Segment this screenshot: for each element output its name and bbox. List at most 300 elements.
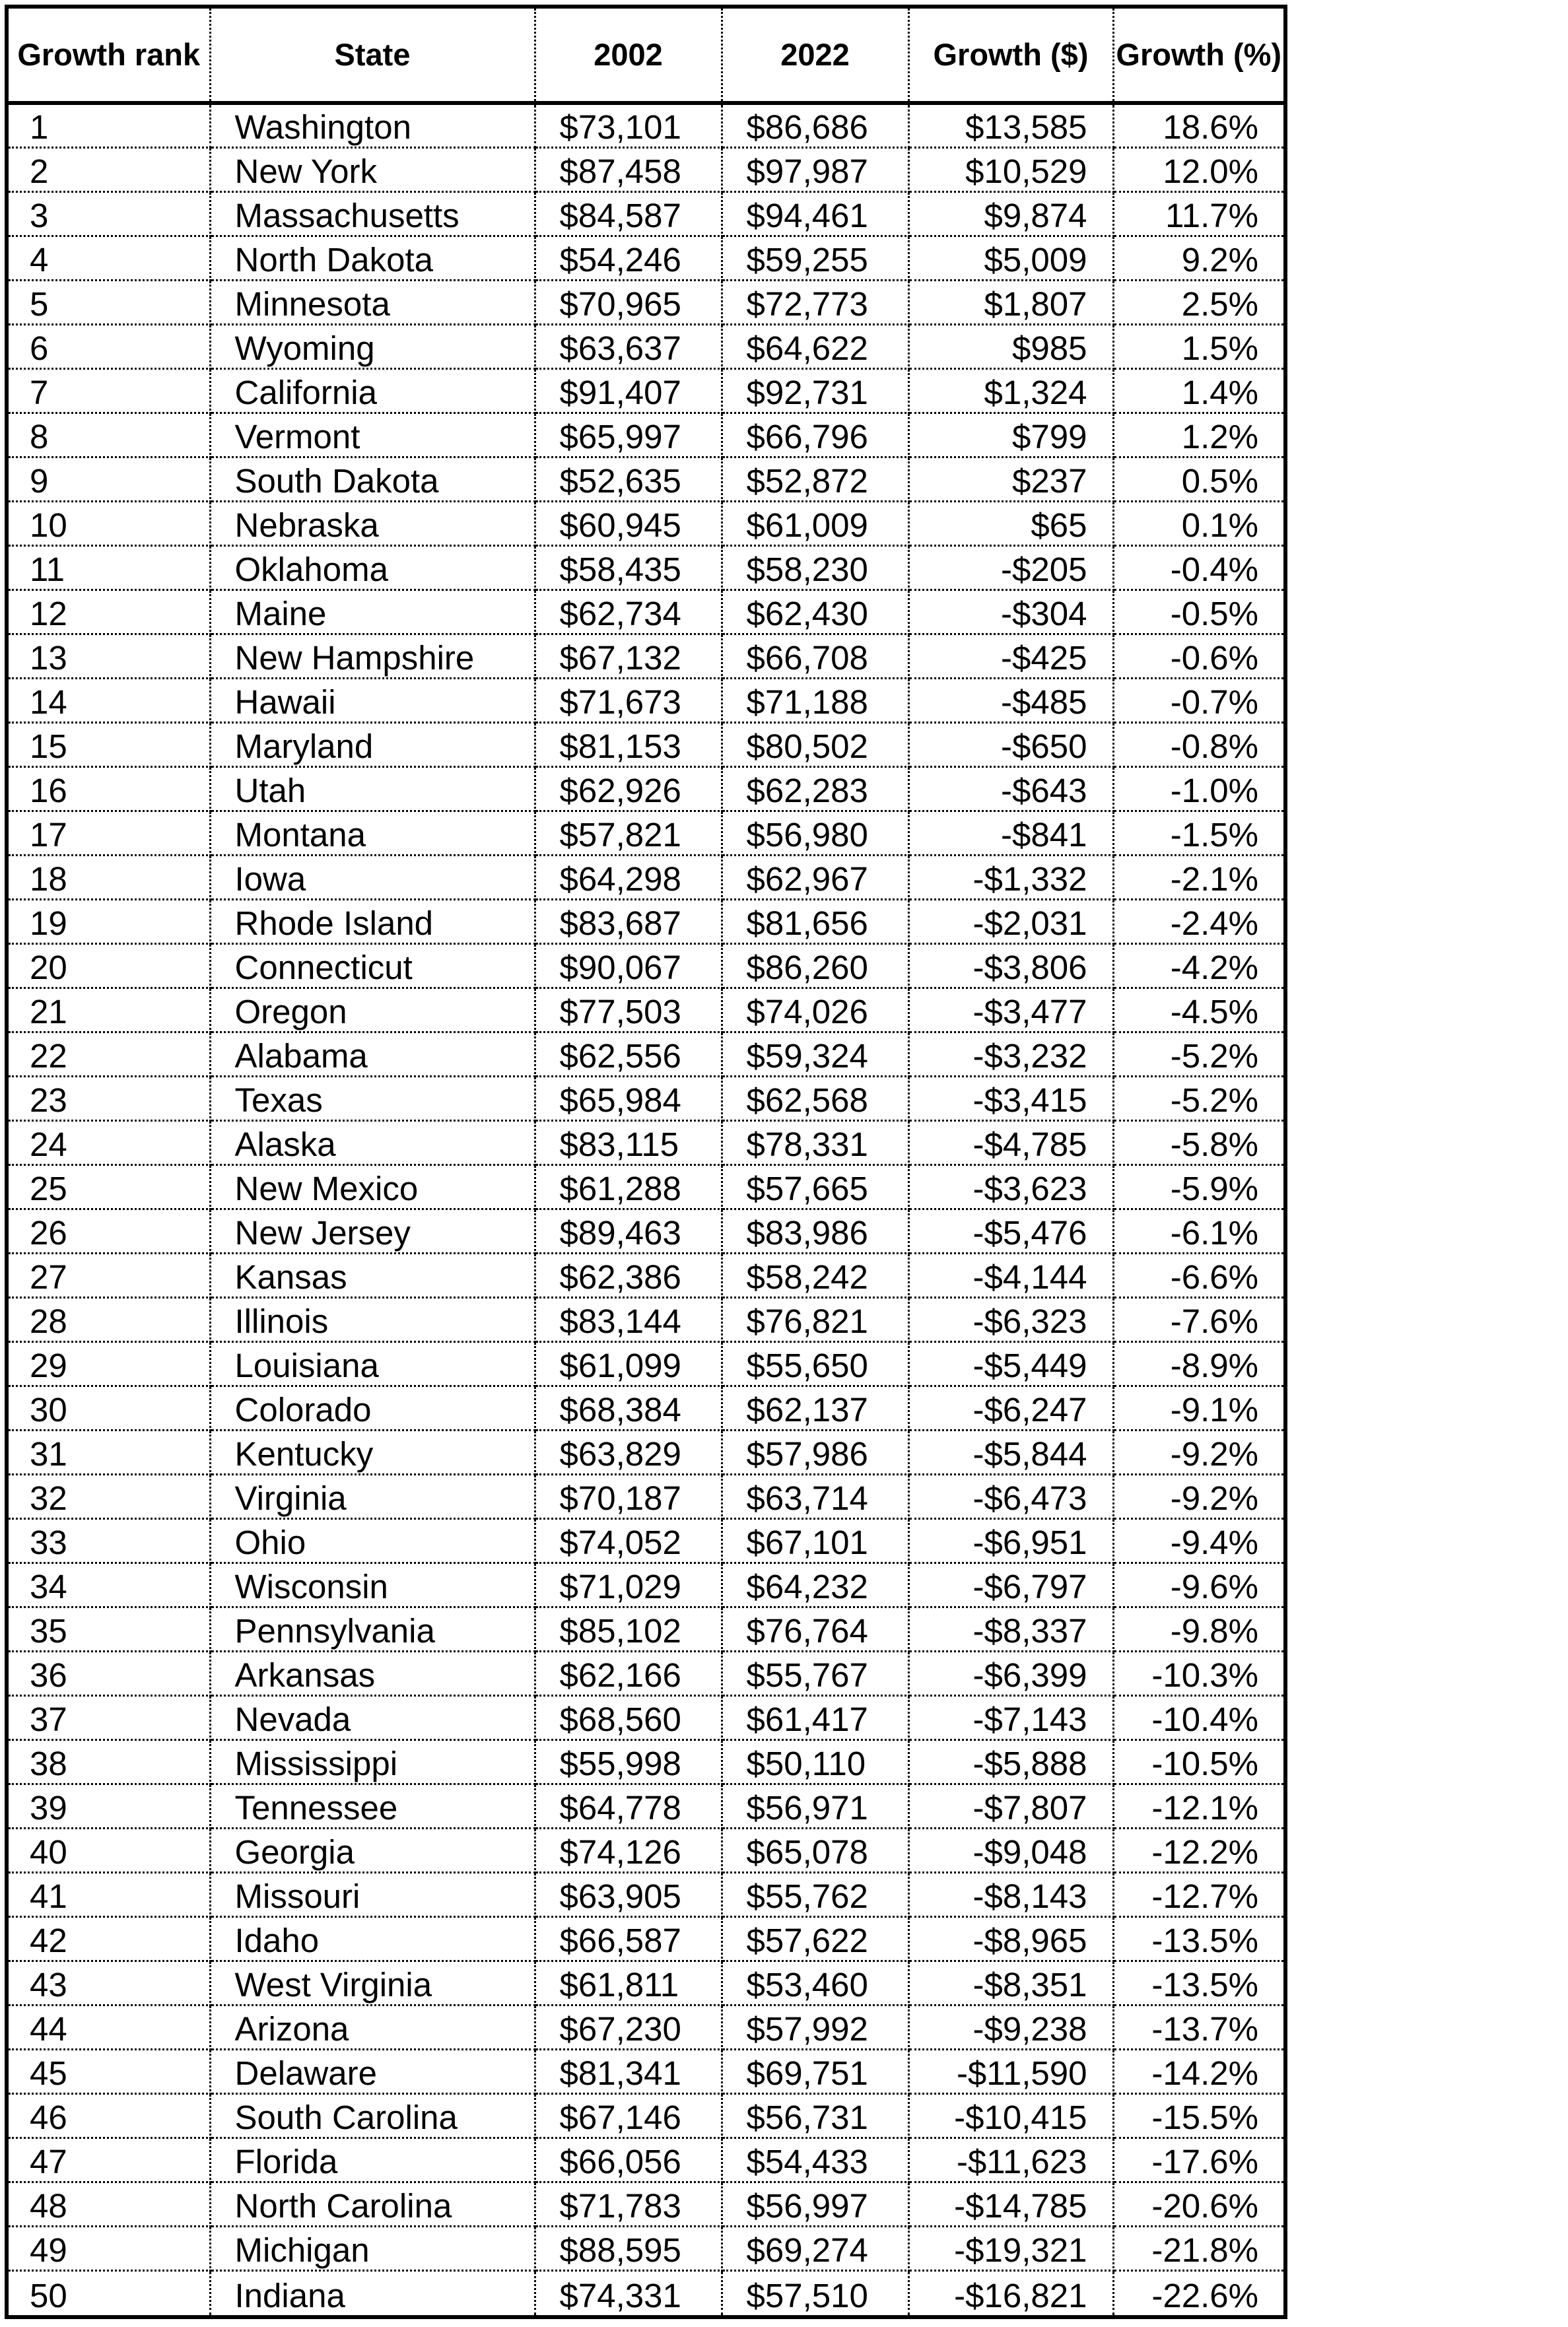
table-row bbox=[9, 1740, 1283, 1784]
growth-dollar-cell: -$11,623 bbox=[908, 2138, 1113, 2182]
growth-dollar-cell: -$5,888 bbox=[908, 1740, 1113, 1784]
growth-percent-cell: -4.5% bbox=[1113, 988, 1283, 1032]
state-cell: Ohio bbox=[210, 1519, 535, 1563]
growth-dollar-cell: $13,585 bbox=[908, 103, 1113, 147]
state-cell: North Dakota bbox=[210, 236, 535, 280]
state-cell: Maryland bbox=[210, 722, 535, 766]
rank-cell: 18 bbox=[9, 855, 210, 899]
value-2002-cell: $64,778 bbox=[535, 1784, 722, 1829]
growth-percent-cell: -14.2% bbox=[1113, 2050, 1283, 2094]
table-row bbox=[9, 1076, 1283, 1120]
value-2002-cell: $68,384 bbox=[535, 1386, 722, 1430]
table-row bbox=[9, 1297, 1283, 1341]
rank-cell: 35 bbox=[9, 1607, 210, 1652]
rank-cell: 42 bbox=[9, 1917, 210, 1961]
rank-cell: 6 bbox=[9, 324, 210, 368]
value-2022-cell: $56,971 bbox=[722, 1784, 908, 1829]
table-row bbox=[9, 2094, 1283, 2138]
growth-percent-cell: -5.9% bbox=[1113, 1164, 1283, 1209]
state-cell: West Virginia bbox=[210, 1961, 535, 2006]
value-2022-cell: $58,242 bbox=[722, 1253, 908, 1297]
state-cell: Utah bbox=[210, 766, 535, 811]
rank-cell: 30 bbox=[9, 1386, 210, 1430]
value-2002-cell: $65,984 bbox=[535, 1076, 722, 1120]
rank-cell: 48 bbox=[9, 2182, 210, 2227]
state-cell: Georgia bbox=[210, 1829, 535, 1873]
growth-percent-cell: -13.7% bbox=[1113, 2006, 1283, 2050]
table-row bbox=[9, 2050, 1283, 2094]
table-row bbox=[9, 1253, 1283, 1297]
rank-cell: 21 bbox=[9, 988, 210, 1032]
state-cell: New Mexico bbox=[210, 1164, 535, 1209]
growth-dollar-cell: -$5,844 bbox=[908, 1430, 1113, 1474]
value-2022-cell: $61,417 bbox=[722, 1696, 908, 1740]
growth-percent-cell: 1.4% bbox=[1113, 368, 1283, 413]
value-2002-cell: $73,101 bbox=[535, 103, 722, 147]
growth-percent-cell: -12.2% bbox=[1113, 1829, 1283, 1873]
value-2022-cell: $56,997 bbox=[722, 2182, 908, 2227]
value-2002-cell: $55,998 bbox=[535, 1740, 722, 1784]
value-2002-cell: $61,288 bbox=[535, 1164, 722, 1209]
growth-percent-cell: -9.2% bbox=[1113, 1430, 1283, 1474]
growth-percent-cell: 18.6% bbox=[1113, 103, 1283, 147]
value-2022-cell: $78,331 bbox=[722, 1120, 908, 1164]
table-row bbox=[9, 147, 1283, 191]
state-cell: Illinois bbox=[210, 1297, 535, 1341]
growth-percent-cell: -9.8% bbox=[1113, 1607, 1283, 1652]
state-cell: South Dakota bbox=[210, 457, 535, 501]
value-2002-cell: $65,997 bbox=[535, 413, 722, 457]
value-2022-cell: $50,110 bbox=[722, 1740, 908, 1784]
growth-dollar-cell: -$7,143 bbox=[908, 1696, 1113, 1740]
growth-percent-cell: -10.3% bbox=[1113, 1652, 1283, 1696]
growth-dollar-cell: -$205 bbox=[908, 545, 1113, 590]
value-2022-cell: $57,986 bbox=[722, 1430, 908, 1474]
header-row bbox=[9, 9, 1283, 103]
value-2022-cell: $61,009 bbox=[722, 501, 908, 545]
state-cell: Texas bbox=[210, 1076, 535, 1120]
table-row bbox=[9, 2006, 1283, 2050]
value-2002-cell: $62,734 bbox=[535, 590, 722, 634]
table-row bbox=[9, 2271, 1283, 2315]
state-cell: Massachusetts bbox=[210, 191, 535, 236]
table-row bbox=[9, 1386, 1283, 1430]
growth-dollar-cell: -$6,399 bbox=[908, 1652, 1113, 1696]
table-row bbox=[9, 943, 1283, 988]
growth-percent-cell: -1.5% bbox=[1113, 811, 1283, 855]
growth-dollar-cell: -$19,321 bbox=[908, 2227, 1113, 2271]
growth-percent-cell: -13.5% bbox=[1113, 1917, 1283, 1961]
growth-dollar-cell: -$16,821 bbox=[908, 2271, 1113, 2315]
growth-dollar-cell: -$643 bbox=[908, 766, 1113, 811]
value-2002-cell: $66,587 bbox=[535, 1917, 722, 1961]
rank-cell: 26 bbox=[9, 1209, 210, 1253]
value-2022-cell: $62,430 bbox=[722, 590, 908, 634]
rank-cell: 10 bbox=[9, 501, 210, 545]
growth-dollar-cell: $9,874 bbox=[908, 191, 1113, 236]
table-row bbox=[9, 1209, 1283, 1253]
value-2002-cell: $71,029 bbox=[535, 1563, 722, 1607]
header-growth-rank: Growth rank bbox=[9, 9, 210, 103]
growth-percent-cell: -15.5% bbox=[1113, 2094, 1283, 2138]
table-row bbox=[9, 1474, 1283, 1518]
table-row bbox=[9, 1917, 1283, 1961]
value-2002-cell: $68,560 bbox=[535, 1696, 722, 1740]
growth-percent-cell: -12.7% bbox=[1113, 1873, 1283, 1917]
value-2002-cell: $90,067 bbox=[535, 943, 722, 988]
growth-percent-cell: -0.5% bbox=[1113, 590, 1283, 634]
growth-percent-cell: 1.5% bbox=[1113, 324, 1283, 368]
table-row bbox=[9, 368, 1283, 413]
state-cell: Arizona bbox=[210, 2006, 535, 2050]
rank-cell: 46 bbox=[9, 2094, 210, 2138]
growth-percent-cell: -17.6% bbox=[1113, 2138, 1283, 2182]
table-row bbox=[9, 103, 1283, 147]
table-row bbox=[9, 1652, 1283, 1696]
state-cell: Indiana bbox=[210, 2271, 535, 2315]
growth-percent-cell: 12.0% bbox=[1113, 147, 1283, 191]
value-2002-cell: $66,056 bbox=[535, 2138, 722, 2182]
rank-cell: 45 bbox=[9, 2050, 210, 2094]
growth-dollar-cell: -$8,965 bbox=[908, 1917, 1113, 1961]
growth-dollar-cell: $237 bbox=[908, 457, 1113, 501]
value-2022-cell: $76,764 bbox=[722, 1607, 908, 1652]
table-row bbox=[9, 280, 1283, 324]
value-2002-cell: $74,126 bbox=[535, 1829, 722, 1873]
value-2002-cell: $81,153 bbox=[535, 722, 722, 766]
rank-cell: 37 bbox=[9, 1696, 210, 1740]
growth-dollar-cell: -$5,476 bbox=[908, 1209, 1113, 1253]
value-2002-cell: $62,386 bbox=[535, 1253, 722, 1297]
growth-dollar-cell: -$304 bbox=[908, 590, 1113, 634]
table-row bbox=[9, 1607, 1283, 1652]
value-2022-cell: $92,731 bbox=[722, 368, 908, 413]
state-cell: Vermont bbox=[210, 413, 535, 457]
table-row bbox=[9, 1032, 1283, 1076]
state-cell: Idaho bbox=[210, 1917, 535, 1961]
growth-percent-cell: 0.5% bbox=[1113, 457, 1283, 501]
state-cell: Maine bbox=[210, 590, 535, 634]
growth-dollar-cell: -$3,477 bbox=[908, 988, 1113, 1032]
growth-dollar-cell: -$11,590 bbox=[908, 2050, 1113, 2094]
growth-percent-cell: 1.2% bbox=[1113, 413, 1283, 457]
table-row bbox=[9, 811, 1283, 855]
rank-cell: 15 bbox=[9, 722, 210, 766]
growth-percent-cell: -9.4% bbox=[1113, 1519, 1283, 1563]
growth-dollar-cell: -$3,806 bbox=[908, 943, 1113, 988]
rank-cell: 47 bbox=[9, 2138, 210, 2182]
state-cell: Nebraska bbox=[210, 501, 535, 545]
value-2022-cell: $58,230 bbox=[722, 545, 908, 590]
rank-cell: 38 bbox=[9, 1740, 210, 1784]
growth-percent-cell: -0.8% bbox=[1113, 722, 1283, 766]
growth-dollar-cell: -$8,143 bbox=[908, 1873, 1113, 1917]
table-row bbox=[9, 545, 1283, 590]
value-2022-cell: $56,980 bbox=[722, 811, 908, 855]
growth-dollar-cell: -$6,473 bbox=[908, 1474, 1113, 1518]
value-2002-cell: $60,945 bbox=[535, 501, 722, 545]
value-2022-cell: $53,460 bbox=[722, 1961, 908, 2006]
rank-cell: 23 bbox=[9, 1076, 210, 1120]
state-cell: North Carolina bbox=[210, 2182, 535, 2227]
growth-percent-cell: -9.1% bbox=[1113, 1386, 1283, 1430]
value-2002-cell: $91,407 bbox=[535, 368, 722, 413]
state-cell: Washington bbox=[210, 103, 535, 147]
value-2002-cell: $89,463 bbox=[535, 1209, 722, 1253]
rank-cell: 43 bbox=[9, 1961, 210, 2006]
state-cell: Wyoming bbox=[210, 324, 535, 368]
rank-cell: 7 bbox=[9, 368, 210, 413]
state-cell: Rhode Island bbox=[210, 899, 535, 943]
value-2022-cell: $57,510 bbox=[722, 2271, 908, 2315]
state-cell: California bbox=[210, 368, 535, 413]
value-2002-cell: $83,687 bbox=[535, 899, 722, 943]
data-table bbox=[9, 9, 1283, 2315]
state-cell: Minnesota bbox=[210, 280, 535, 324]
growth-percent-cell: 0.1% bbox=[1113, 501, 1283, 545]
growth-percent-cell: -5.8% bbox=[1113, 1120, 1283, 1164]
state-cell: Montana bbox=[210, 811, 535, 855]
growth-dollar-cell: -$3,232 bbox=[908, 1032, 1113, 1076]
table-row bbox=[9, 1696, 1283, 1740]
growth-dollar-cell: $10,529 bbox=[908, 147, 1113, 191]
state-cell: Missouri bbox=[210, 1873, 535, 1917]
rank-cell: 33 bbox=[9, 1519, 210, 1563]
value-2022-cell: $67,101 bbox=[722, 1519, 908, 1563]
growth-dollar-cell: $799 bbox=[908, 413, 1113, 457]
rank-cell: 17 bbox=[9, 811, 210, 855]
value-2002-cell: $61,099 bbox=[535, 1341, 722, 1386]
value-2002-cell: $63,637 bbox=[535, 324, 722, 368]
value-2002-cell: $67,230 bbox=[535, 2006, 722, 2050]
header-growth-percent: Growth (%) bbox=[1113, 9, 1283, 103]
growth-percent-cell: -7.6% bbox=[1113, 1297, 1283, 1341]
value-2002-cell: $83,144 bbox=[535, 1297, 722, 1341]
growth-dollar-cell: -$425 bbox=[908, 634, 1113, 678]
rank-cell: 5 bbox=[9, 280, 210, 324]
table-row bbox=[9, 2138, 1283, 2182]
growth-percent-cell: -10.4% bbox=[1113, 1696, 1283, 1740]
state-cell: Wisconsin bbox=[210, 1563, 535, 1607]
value-2022-cell: $66,796 bbox=[722, 413, 908, 457]
rank-cell: 2 bbox=[9, 147, 210, 191]
rank-cell: 25 bbox=[9, 1164, 210, 1209]
table-row bbox=[9, 501, 1283, 545]
state-cell: Virginia bbox=[210, 1474, 535, 1518]
state-cell: South Carolina bbox=[210, 2094, 535, 2138]
state-cell: Mississippi bbox=[210, 1740, 535, 1784]
value-2002-cell: $54,246 bbox=[535, 236, 722, 280]
growth-percent-cell: 2.5% bbox=[1113, 280, 1283, 324]
state-cell: Oregon bbox=[210, 988, 535, 1032]
table-row bbox=[9, 1164, 1283, 1209]
growth-percent-cell: -6.1% bbox=[1113, 1209, 1283, 1253]
state-cell: Kentucky bbox=[210, 1430, 535, 1474]
table-row bbox=[9, 1829, 1283, 1873]
value-2022-cell: $62,283 bbox=[722, 766, 908, 811]
growth-dollar-cell: $5,009 bbox=[908, 236, 1113, 280]
table-row bbox=[9, 1341, 1283, 1386]
header-2022: 2022 bbox=[722, 9, 908, 103]
rank-cell: 16 bbox=[9, 766, 210, 811]
value-2002-cell: $71,673 bbox=[535, 678, 722, 722]
table-row bbox=[9, 590, 1283, 634]
growth-dollar-cell: -$8,337 bbox=[908, 1607, 1113, 1652]
value-2002-cell: $88,595 bbox=[535, 2227, 722, 2271]
table-row bbox=[9, 457, 1283, 501]
value-2022-cell: $86,686 bbox=[722, 103, 908, 147]
table-row bbox=[9, 2227, 1283, 2271]
rank-cell: 39 bbox=[9, 1784, 210, 1829]
growth-percent-cell: -4.2% bbox=[1113, 943, 1283, 988]
growth-percent-cell: -8.9% bbox=[1113, 1341, 1283, 1386]
growth-percent-cell: -2.1% bbox=[1113, 855, 1283, 899]
value-2002-cell: $64,298 bbox=[535, 855, 722, 899]
growth-dollar-cell: -$4,144 bbox=[908, 1253, 1113, 1297]
growth-dollar-cell: -$2,031 bbox=[908, 899, 1113, 943]
growth-percent-cell: -5.2% bbox=[1113, 1076, 1283, 1120]
value-2002-cell: $74,052 bbox=[535, 1519, 722, 1563]
state-cell: Colorado bbox=[210, 1386, 535, 1430]
value-2002-cell: $67,132 bbox=[535, 634, 722, 678]
growth-dollar-cell: $985 bbox=[908, 324, 1113, 368]
value-2002-cell: $74,331 bbox=[535, 2271, 722, 2315]
value-2002-cell: $84,587 bbox=[535, 191, 722, 236]
table-row bbox=[9, 899, 1283, 943]
value-2022-cell: $72,773 bbox=[722, 280, 908, 324]
value-2002-cell: $61,811 bbox=[535, 1961, 722, 2006]
table-row bbox=[9, 236, 1283, 280]
growth-dollar-cell: -$7,807 bbox=[908, 1784, 1113, 1829]
rank-cell: 29 bbox=[9, 1341, 210, 1386]
table-row bbox=[9, 324, 1283, 368]
value-2002-cell: $62,166 bbox=[535, 1652, 722, 1696]
value-2022-cell: $80,502 bbox=[722, 722, 908, 766]
growth-percent-cell: -6.6% bbox=[1113, 1253, 1283, 1297]
table-row bbox=[9, 1519, 1283, 1563]
growth-percent-cell: -9.6% bbox=[1113, 1563, 1283, 1607]
table-row bbox=[9, 634, 1283, 678]
rank-cell: 44 bbox=[9, 2006, 210, 2050]
growth-percent-cell: -0.7% bbox=[1113, 678, 1283, 722]
rank-cell: 24 bbox=[9, 1120, 210, 1164]
value-2022-cell: $71,188 bbox=[722, 678, 908, 722]
value-2022-cell: $55,762 bbox=[722, 1873, 908, 1917]
state-cell: Hawaii bbox=[210, 678, 535, 722]
growth-dollar-cell: -$3,623 bbox=[908, 1164, 1113, 1209]
value-2022-cell: $57,992 bbox=[722, 2006, 908, 2050]
rank-cell: 11 bbox=[9, 545, 210, 590]
value-2002-cell: $58,435 bbox=[535, 545, 722, 590]
value-2022-cell: $63,714 bbox=[722, 1474, 908, 1518]
value-2022-cell: $55,767 bbox=[722, 1652, 908, 1696]
rank-cell: 50 bbox=[9, 2271, 210, 2315]
rank-cell: 19 bbox=[9, 899, 210, 943]
value-2022-cell: $59,255 bbox=[722, 236, 908, 280]
state-cell: Louisiana bbox=[210, 1341, 535, 1386]
value-2022-cell: $86,260 bbox=[722, 943, 908, 988]
state-cell: Tennessee bbox=[210, 1784, 535, 1829]
table-row bbox=[9, 766, 1283, 811]
growth-percent-cell: -21.8% bbox=[1113, 2227, 1283, 2271]
value-2022-cell: $62,137 bbox=[722, 1386, 908, 1430]
growth-dollar-cell: -$485 bbox=[908, 678, 1113, 722]
table-row bbox=[9, 1784, 1283, 1829]
rank-cell: 3 bbox=[9, 191, 210, 236]
state-cell: Connecticut bbox=[210, 943, 535, 988]
rank-cell: 34 bbox=[9, 1563, 210, 1607]
growth-percent-cell: -5.2% bbox=[1113, 1032, 1283, 1076]
state-cell: Arkansas bbox=[210, 1652, 535, 1696]
value-2002-cell: $70,965 bbox=[535, 280, 722, 324]
state-cell: Alabama bbox=[210, 1032, 535, 1076]
state-growth-table bbox=[5, 5, 1287, 2319]
value-2002-cell: $83,115 bbox=[535, 1120, 722, 1164]
header-state: State bbox=[210, 9, 535, 103]
value-2022-cell: $57,665 bbox=[722, 1164, 908, 1209]
table-body bbox=[9, 103, 1283, 2315]
value-2002-cell: $85,102 bbox=[535, 1607, 722, 1652]
value-2022-cell: $65,078 bbox=[722, 1829, 908, 1873]
growth-dollar-cell: -$6,247 bbox=[908, 1386, 1113, 1430]
state-cell: New York bbox=[210, 147, 535, 191]
growth-dollar-cell: -$4,785 bbox=[908, 1120, 1113, 1164]
table-row bbox=[9, 988, 1283, 1032]
growth-percent-cell: -1.0% bbox=[1113, 766, 1283, 811]
rank-cell: 28 bbox=[9, 1297, 210, 1341]
growth-percent-cell: -9.2% bbox=[1113, 1474, 1283, 1518]
value-2022-cell: $74,026 bbox=[722, 988, 908, 1032]
growth-percent-cell: 11.7% bbox=[1113, 191, 1283, 236]
growth-dollar-cell: -$841 bbox=[908, 811, 1113, 855]
growth-percent-cell: -10.5% bbox=[1113, 1740, 1283, 1784]
value-2002-cell: $67,146 bbox=[535, 2094, 722, 2138]
growth-dollar-cell: -$6,951 bbox=[908, 1519, 1113, 1563]
rank-cell: 8 bbox=[9, 413, 210, 457]
value-2022-cell: $94,461 bbox=[722, 191, 908, 236]
rank-cell: 13 bbox=[9, 634, 210, 678]
rank-cell: 14 bbox=[9, 678, 210, 722]
table-row bbox=[9, 722, 1283, 766]
table-row bbox=[9, 191, 1283, 236]
value-2022-cell: $52,872 bbox=[722, 457, 908, 501]
value-2022-cell: $97,987 bbox=[722, 147, 908, 191]
value-2022-cell: $69,751 bbox=[722, 2050, 908, 2094]
value-2002-cell: $63,905 bbox=[535, 1873, 722, 1917]
value-2022-cell: $59,324 bbox=[722, 1032, 908, 1076]
value-2022-cell: $56,731 bbox=[722, 2094, 908, 2138]
rank-cell: 36 bbox=[9, 1652, 210, 1696]
table-row bbox=[9, 1120, 1283, 1164]
value-2002-cell: $62,926 bbox=[535, 766, 722, 811]
value-2022-cell: $81,656 bbox=[722, 899, 908, 943]
growth-percent-cell: 9.2% bbox=[1113, 236, 1283, 280]
state-cell: Nevada bbox=[210, 1696, 535, 1740]
state-cell: Delaware bbox=[210, 2050, 535, 2094]
growth-percent-cell: -0.6% bbox=[1113, 634, 1283, 678]
rank-cell: 49 bbox=[9, 2227, 210, 2271]
value-2022-cell: $54,433 bbox=[722, 2138, 908, 2182]
value-2002-cell: $71,783 bbox=[535, 2182, 722, 2227]
state-cell: Alaska bbox=[210, 1120, 535, 1164]
value-2002-cell: $77,503 bbox=[535, 988, 722, 1032]
header-growth-dollar: Growth ($) bbox=[908, 9, 1113, 103]
rank-cell: 40 bbox=[9, 1829, 210, 1873]
rank-cell: 22 bbox=[9, 1032, 210, 1076]
rank-cell: 32 bbox=[9, 1474, 210, 1518]
value-2022-cell: $62,568 bbox=[722, 1076, 908, 1120]
growth-dollar-cell: $1,807 bbox=[908, 280, 1113, 324]
